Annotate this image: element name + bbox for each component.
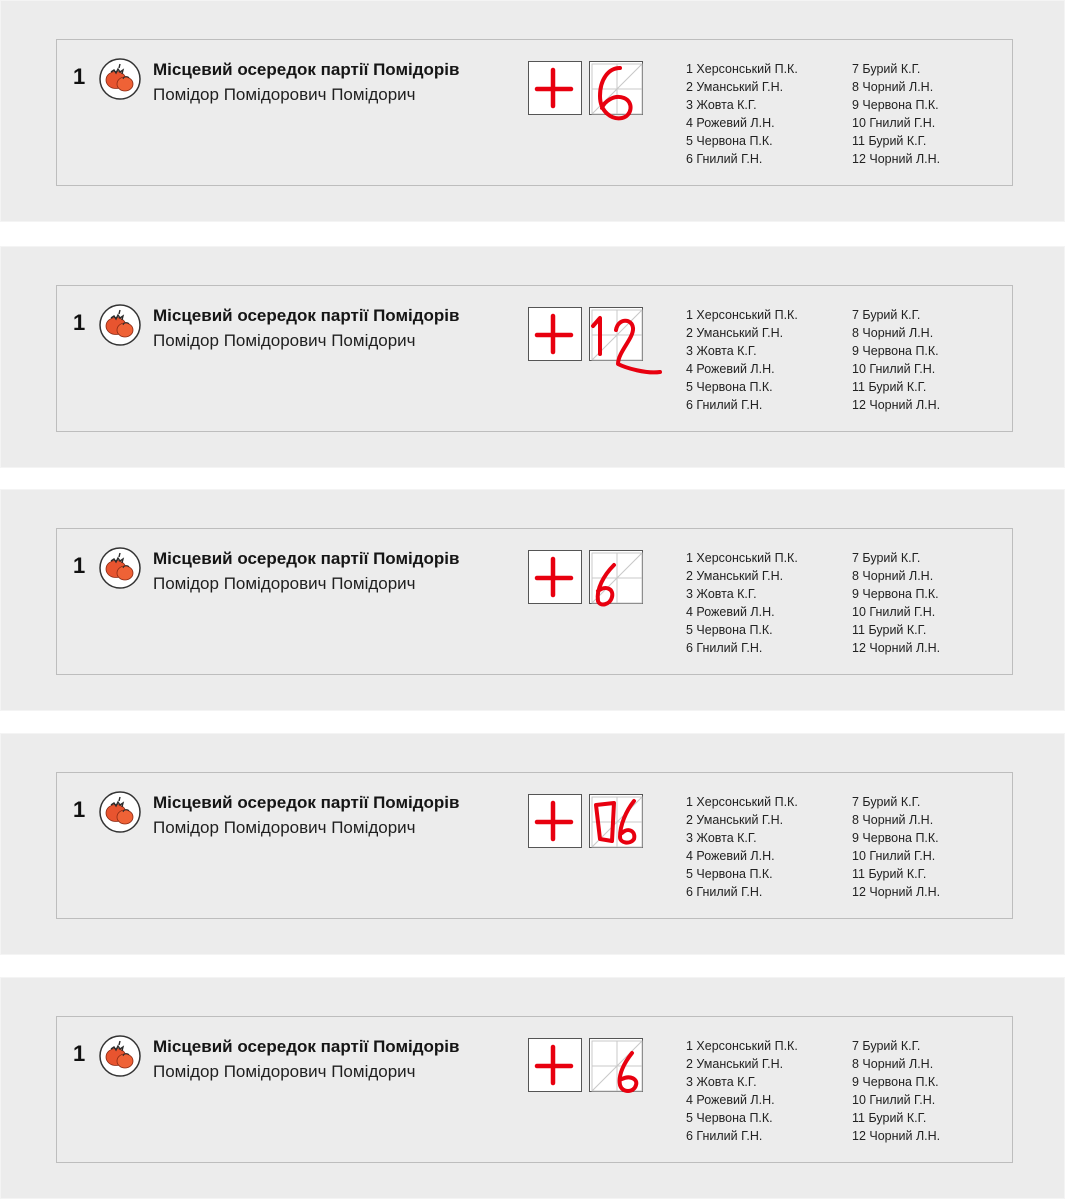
vote-plus-mark <box>529 795 583 849</box>
candidate-list-right <box>852 60 940 168</box>
vote-plus-mark <box>529 308 583 362</box>
party-leader: Помідор Помідорович Помідорич <box>153 818 416 837</box>
ballot-row <box>56 285 1013 432</box>
candidate-name: 5 Червона П.К. <box>686 380 773 394</box>
candidate-name: 6 Гнилий Г.Н. <box>686 885 763 899</box>
candidate-name: 1 Херсонський П.К. <box>686 795 798 809</box>
vote-plus-mark <box>529 1039 583 1093</box>
candidate-name: 10 Гнилий Г.Н. <box>852 849 936 863</box>
digit-guide-grid <box>590 62 644 116</box>
candidate-name: 12 Чорний Л.Н. <box>852 1129 941 1143</box>
candidate-name: 7 Бурий К.Г. <box>852 1039 921 1053</box>
candidate-name: 8 Чорний Л.Н. <box>852 569 934 583</box>
vote-checkbox[interactable] <box>528 307 582 361</box>
candidate-list-left <box>686 549 798 657</box>
candidate-name: 6 Гнилий Г.Н. <box>686 398 763 412</box>
ballot-panel <box>0 489 1065 711</box>
vote-plus-mark <box>529 551 583 605</box>
party-number: 1 <box>73 553 86 578</box>
vote-checkbox[interactable] <box>528 61 582 115</box>
ballot-row <box>56 528 1013 675</box>
candidate-list-left <box>686 1037 798 1145</box>
candidate-name: 8 Чорний Л.Н. <box>852 1057 934 1071</box>
candidate-name: 8 Чорний Л.Н. <box>852 80 934 94</box>
vote-checkbox[interactable] <box>528 794 582 848</box>
digit-guide-grid <box>590 308 644 362</box>
candidate-list-right <box>852 306 940 414</box>
candidate-name: 3 Жовта К.Г. <box>686 587 757 601</box>
vote-plus-mark <box>529 62 583 116</box>
party-name: Місцевий осередок партії Помідорів <box>153 306 460 325</box>
candidate-name: 9 Червона П.К. <box>852 1075 939 1089</box>
party-leader: Помідор Помідорович Помідорич <box>153 331 416 350</box>
ballot-panel <box>0 977 1065 1199</box>
handwritten-number <box>620 1053 637 1091</box>
candidate-number-field[interactable] <box>589 1038 643 1092</box>
candidate-name: 4 Рожевий Л.Н. <box>686 1093 775 1107</box>
ballot-row <box>56 772 1013 919</box>
handwritten-number <box>600 68 631 118</box>
candidate-name: 6 Гнилий Г.Н. <box>686 152 763 166</box>
candidate-name: 9 Червона П.К. <box>852 98 939 112</box>
candidate-name: 11 Бурий К.Г. <box>852 1111 927 1125</box>
party-number: 1 <box>73 1041 86 1066</box>
vote-checkbox[interactable] <box>528 550 582 604</box>
candidate-name: 2 Уманський Г.Н. <box>686 80 784 94</box>
candidate-name: 12 Чорний Л.Н. <box>852 398 941 412</box>
candidate-number-field[interactable] <box>589 794 643 848</box>
tomato-logo-icon <box>99 58 141 100</box>
tomato-logo-icon <box>99 791 141 833</box>
candidate-name: 9 Червона П.К. <box>852 831 939 845</box>
candidate-name: 3 Жовта К.Г. <box>686 344 757 358</box>
candidate-name: 2 Уманський Г.Н. <box>686 569 784 583</box>
digit-guide-grid <box>590 551 644 605</box>
ballot-panel <box>0 246 1065 468</box>
candidate-name: 4 Рожевий Л.Н. <box>686 849 775 863</box>
candidate-name: 5 Червона П.К. <box>686 867 773 881</box>
candidate-name: 5 Червона П.К. <box>686 1111 773 1125</box>
party-name: Місцевий осередок партії Помідорів <box>153 793 460 812</box>
candidate-name: 2 Уманський Г.Н. <box>686 326 784 340</box>
candidate-name: 11 Бурий К.Г. <box>852 134 927 148</box>
candidate-list-left <box>686 60 798 168</box>
candidate-name: 6 Гнилий Г.Н. <box>686 641 763 655</box>
tomato-logo-icon <box>99 304 141 346</box>
candidate-name: 1 Херсонський П.К. <box>686 551 798 565</box>
ballot-row <box>56 39 1013 186</box>
ballot-row <box>56 1016 1013 1163</box>
candidate-name: 9 Червона П.К. <box>852 587 939 601</box>
candidate-name: 1 Херсонський П.К. <box>686 62 798 76</box>
candidate-name: 12 Чорний Л.Н. <box>852 152 941 166</box>
candidate-name: 7 Бурий К.Г. <box>852 62 921 76</box>
party-number: 1 <box>73 64 86 89</box>
candidate-name: 4 Рожевий Л.Н. <box>686 362 775 376</box>
candidate-name: 11 Бурий К.Г. <box>852 623 927 637</box>
candidate-name: 12 Чорний Л.Н. <box>852 885 941 899</box>
candidate-list-right <box>852 793 940 901</box>
candidate-list-right <box>852 549 940 657</box>
tomato-logo-icon <box>99 1035 141 1077</box>
candidate-number-field[interactable] <box>589 550 643 604</box>
candidate-list-left <box>686 306 798 414</box>
candidate-name: 11 Бурий К.Г. <box>852 380 927 394</box>
candidate-name: 9 Червона П.К. <box>852 344 939 358</box>
candidate-number-field[interactable] <box>589 61 643 115</box>
candidate-list-right <box>852 1037 940 1145</box>
party-leader: Помідор Помідорович Помідорич <box>153 1062 416 1081</box>
candidate-name: 5 Червона П.К. <box>686 134 773 148</box>
party-number: 1 <box>73 310 86 335</box>
candidate-name: 11 Бурий К.Г. <box>852 867 927 881</box>
party-name: Місцевий осередок партії Помідорів <box>153 549 460 568</box>
candidate-name: 1 Херсонський П.К. <box>686 1039 798 1053</box>
vote-checkbox[interactable] <box>528 1038 582 1092</box>
candidate-name: 7 Бурий К.Г. <box>852 551 921 565</box>
candidate-name: 2 Уманський Г.Н. <box>686 813 784 827</box>
party-name: Місцевий осередок партії Помідорів <box>153 60 460 79</box>
tomato-logo-icon <box>99 547 141 589</box>
party-number: 1 <box>73 797 86 822</box>
party-leader: Помідор Помідорович Помідорич <box>153 574 416 593</box>
candidate-name: 2 Уманський Г.Н. <box>686 1057 784 1071</box>
candidate-name: 3 Жовта К.Г. <box>686 1075 757 1089</box>
candidate-name: 10 Гнилий Г.Н. <box>852 116 936 130</box>
candidate-name: 4 Рожевий Л.Н. <box>686 605 775 619</box>
candidate-name: 5 Червона П.К. <box>686 623 773 637</box>
candidate-name: 10 Гнилий Г.Н. <box>852 1093 936 1107</box>
handwritten-number <box>598 565 614 604</box>
candidate-name: 7 Бурий К.Г. <box>852 308 921 322</box>
candidate-name: 4 Рожевий Л.Н. <box>686 116 775 130</box>
digit-guide-grid <box>590 1039 644 1093</box>
candidate-name: 10 Гнилий Г.Н. <box>852 362 936 376</box>
candidate-name: 3 Жовта К.Г. <box>686 98 757 112</box>
candidate-name: 6 Гнилий Г.Н. <box>686 1129 763 1143</box>
candidate-name: 8 Чорний Л.Н. <box>852 326 934 340</box>
candidate-name: 3 Жовта К.Г. <box>686 831 757 845</box>
candidate-number-field[interactable] <box>589 307 643 361</box>
candidate-list-left <box>686 793 798 901</box>
candidate-name: 7 Бурий К.Г. <box>852 795 921 809</box>
candidate-name: 12 Чорний Л.Н. <box>852 641 941 655</box>
party-name: Місцевий осередок партії Помідорів <box>153 1037 460 1056</box>
candidate-name: 1 Херсонський П.К. <box>686 308 798 322</box>
party-leader: Помідор Помідорович Помідорич <box>153 85 416 104</box>
digit-guide-grid <box>590 795 644 849</box>
ballot-panel <box>0 0 1065 222</box>
candidate-name: 10 Гнилий Г.Н. <box>852 605 936 619</box>
ballot-panel <box>0 733 1065 955</box>
candidate-name: 8 Чорний Л.Н. <box>852 813 934 827</box>
